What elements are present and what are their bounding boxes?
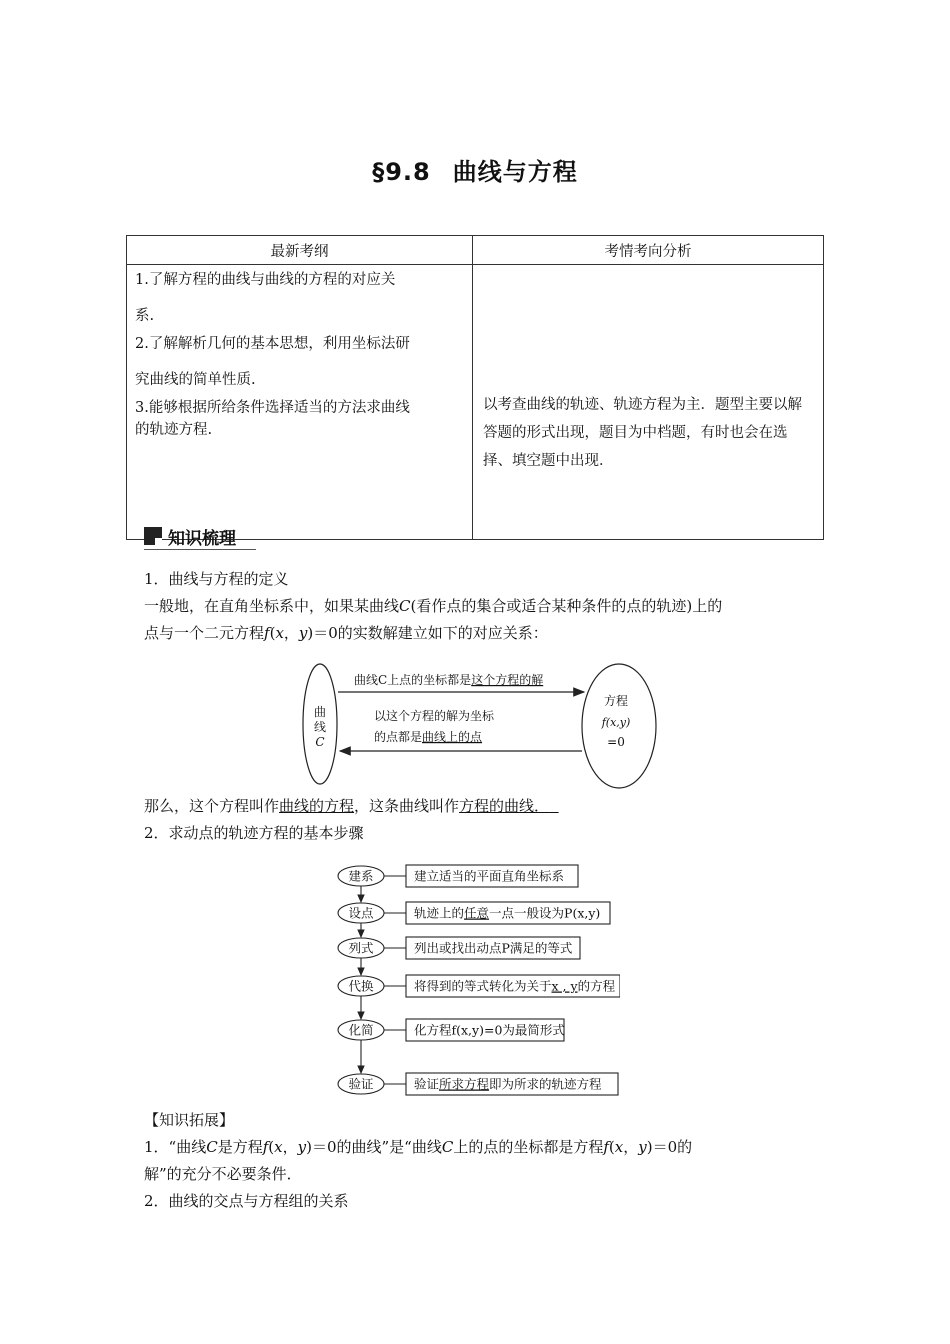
left-label-1: 曲 [313, 705, 327, 719]
italic-c: C [206, 1138, 218, 1156]
requirement-2a: 2.了解解析几何的基本思想，利用坐标法研 [135, 336, 410, 352]
expansion-heading: 【知识拓展】 [144, 1111, 235, 1129]
italic-f: f [603, 1138, 609, 1156]
bottom-arrow-text-a: 的点都是 [374, 730, 423, 744]
flow-step-description: 化方程f(x,y)=0为最简形式 [414, 1022, 565, 1038]
flow-step-label: 代换 [348, 978, 374, 994]
bottom-arrow-text-b: 曲线上的点 [422, 730, 483, 744]
text: ， [282, 1138, 298, 1156]
page-title [0, 152, 950, 187]
italic-c: C [441, 1138, 454, 1156]
flow-desc-part: 验证 [414, 1076, 440, 1092]
text: ( [269, 624, 276, 642]
italic-x: x [275, 624, 284, 642]
flow-desc-answer: x , y [551, 978, 578, 994]
text: 是方程 [217, 1138, 263, 1156]
text: 一般地，在直角坐标系中，如果某曲线 [144, 597, 400, 615]
text: ( [608, 1138, 615, 1156]
conclusion-line [144, 793, 814, 820]
italic-f: f [264, 624, 270, 642]
locus-steps-flowchart [330, 858, 620, 1102]
bottom-arrow-label-2 [374, 729, 483, 744]
text: ， [623, 1138, 639, 1156]
flow-step-label: 验证 [348, 1076, 374, 1092]
table-header-requirements: 最新考纲 [127, 236, 473, 265]
text: 点与一个二元方程 [144, 624, 265, 642]
text: )＝0的曲线”是“曲线 [306, 1138, 442, 1156]
right-label-2: f(x,y) [601, 716, 631, 729]
flow-desc-part: 将得到的等式转化为关于 [414, 978, 552, 994]
item1-heading: 1．曲线与方程的定义 [144, 570, 289, 588]
text: ( [268, 1138, 275, 1156]
flow-step-description: 建立适当的平面直角坐标系 [414, 868, 565, 884]
requirements-cell [127, 265, 473, 540]
requirement-1b: 系. [135, 308, 155, 324]
item1-paragraph-line2 [144, 620, 814, 647]
section-number: §9.8 [372, 158, 431, 186]
flow-step-description [414, 979, 616, 994]
expansion-item2: 2．曲线的交点与方程组的关系 [144, 1192, 349, 1210]
top-arrow-label [354, 672, 543, 687]
curve-equation-diagram [296, 660, 668, 792]
italic-y: y [638, 1138, 647, 1156]
underline-pad [549, 797, 559, 815]
item1-paragraph-line1 [144, 593, 814, 620]
text: (看作点的集合或适合某种条件的点的轨迹)上的 [410, 597, 723, 615]
italic-x: x [274, 1138, 283, 1156]
right-label-1: 方程 [603, 694, 629, 708]
section-heading-label: 知识梳理 [168, 529, 236, 549]
text: ，这条曲线叫作 [354, 797, 460, 815]
top-arrow-text-a: 曲线C上点的坐标都是 [354, 673, 472, 687]
text: )＝0的实数解建立如下的对应关系： [307, 624, 548, 642]
table-header-analysis: 考情考向分析 [473, 236, 824, 265]
square-bullet-icon [144, 527, 162, 545]
section-name: 曲线与方程 [452, 158, 578, 186]
requirement-3b: 的轨迹方程. [135, 422, 213, 438]
flow-desc-part: 即为所求的轨迹方程 [489, 1076, 602, 1092]
italic-y: y [298, 624, 308, 642]
text: )＝0的 [646, 1138, 693, 1156]
flow-step-description: 列出或找出动点P满足的等式 [414, 940, 573, 956]
section-heading [144, 522, 256, 550]
answer-equation-curve: 方程的曲线． [459, 797, 550, 815]
flow-step-description [414, 1077, 602, 1092]
text: 那么，这个方程叫作 [144, 797, 280, 815]
text: 上的点的坐标都是方程 [453, 1138, 604, 1156]
flow-step-description [414, 906, 600, 921]
flow-step-label: 建系 [348, 868, 374, 884]
italic-y: y [297, 1138, 307, 1156]
outline-table [126, 235, 824, 540]
flow-desc-part: 的方程 [577, 978, 616, 994]
analysis-cell: 以考查曲线的轨迹、轨迹方程为主．题型主要以解答题的形式出现，题目为中档题，有时也会在选择、填空题中出现． [473, 265, 824, 540]
expansion-item1-line2: 解”的充分不必要条件． [144, 1165, 302, 1183]
flow-step-label: 列式 [348, 940, 374, 956]
flow-desc-answer: 任意 [464, 905, 490, 921]
heading-underline [144, 549, 256, 550]
italic-x: x [614, 1138, 624, 1156]
item2-heading: 2．求动点的轨迹方程的基本步骤 [144, 824, 364, 842]
flow-desc-part: 一点一般设为P(x,y) [489, 905, 601, 921]
italic-f: f [262, 1138, 269, 1156]
text: 1．“曲线 [144, 1138, 207, 1156]
left-label-3: C [315, 735, 325, 749]
requirement-3a: 3.能够根据所给条件选择适当的方法求曲线 [135, 400, 410, 416]
bottom-arrow-label-1: 以这个方程的解为坐标 [374, 709, 495, 723]
text: ， [283, 624, 299, 642]
flow-step-label: 化简 [348, 1022, 374, 1038]
left-label-2: 线 [313, 720, 327, 734]
requirement-1a: 1.了解方程的曲线与曲线的方程的对应关 [135, 272, 396, 288]
top-arrow-text-b: 这个方程的解 [471, 673, 544, 687]
flow-step-label: 设点 [348, 905, 374, 921]
flow-desc-answer: 所求方程 [439, 1076, 490, 1092]
italic-c: C [399, 597, 411, 615]
requirement-2b: 究曲线的简单性质. [135, 372, 256, 388]
flow-desc-part: 轨迹上的 [414, 905, 465, 921]
expansion-item1-line1 [144, 1134, 814, 1161]
answer-curve-equation: 曲线的方程 [279, 797, 355, 815]
right-label-3: =0 [607, 735, 625, 749]
